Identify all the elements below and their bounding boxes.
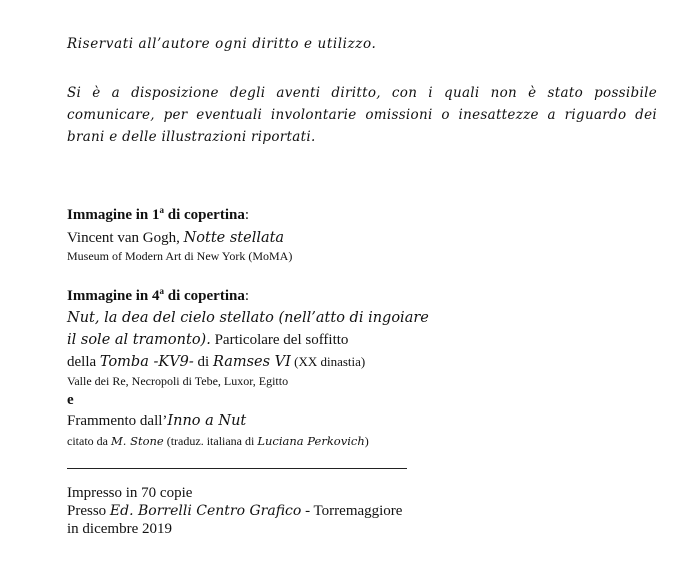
front-cover-heading-suffix: di copertina (164, 207, 245, 223)
back-cover-heading-suffix: di copertina (164, 288, 245, 304)
citation-a: citato da (67, 434, 111, 448)
citation-c: (traduz. italiana di (163, 434, 258, 448)
front-cover-heading (67, 205, 292, 224)
back-cover-hymn: Inno a Nut (167, 413, 247, 429)
colophon-copies: Impresso in 70 copie (67, 485, 193, 501)
back-cover-line2-rest: Particolare del soffitto (210, 332, 349, 348)
front-cover-heading-colon: : (244, 207, 250, 223)
back-cover-dynasty: (XX dinastia) (290, 354, 366, 369)
front-cover-heading-sup: a (159, 205, 165, 215)
back-cover-line3 (67, 351, 429, 373)
front-cover-artist: Vincent van Gogh, (67, 230, 184, 246)
citation-e: ) (364, 434, 369, 448)
front-cover-museum: Museum of Modern Art di New York (MoMA) (67, 249, 293, 263)
back-cover-line2-italic: il sole al tramonto). (67, 332, 211, 348)
back-cover-line1: Nut, la dea del cielo stellato (nell’atto di ingoiare (67, 310, 429, 326)
back-cover-pharaoh: Ramses VI (212, 354, 291, 370)
colophon (67, 484, 402, 538)
back-cover-heading-sup: a (159, 286, 165, 296)
front-cover-title: Notte stellata (183, 230, 285, 246)
back-cover-heading-text: Immagine in 4 (67, 288, 160, 304)
citation-author: M. Stone (110, 434, 164, 448)
back-cover-line3-c: di (193, 354, 213, 370)
back-cover-tomb: Tomba -KV9- (99, 354, 194, 370)
colophon-printer-post: - Torremaggiore (301, 503, 403, 519)
divider-line (67, 468, 407, 469)
back-cover-section (67, 286, 429, 450)
rights-reserved-text: Riservati all’autore ogni diritto e utilizzo. (67, 36, 377, 52)
back-cover-citation (67, 432, 429, 450)
back-cover-location: Valle dei Re, Necropoli di Tebe, Luxor, Egitto (67, 374, 289, 388)
back-cover-line2 (67, 329, 429, 351)
colophon-date: in dicembre 2019 (67, 521, 172, 537)
back-cover-line3-a: della (67, 354, 100, 370)
back-cover-fragment-pre: Frammento dall’ (67, 413, 168, 429)
back-cover-heading-colon: : (244, 288, 250, 304)
copyright-notice: Si è a disposizione degli aventi diritto, con i quali non è stato possibile comunicare, per eventuali involontarie omissioni o inesattezze a riguardo dei brani e delle illustrazioni riportati. (67, 85, 657, 145)
citation-translator: Luciana Perkovich (257, 434, 365, 448)
front-cover-section (67, 205, 292, 264)
colophon-printer-pre: Presso (67, 503, 110, 519)
back-cover-heading (67, 286, 429, 305)
back-cover-conjunction: e (67, 392, 74, 408)
colophon-printer (67, 502, 402, 520)
colophon-printer-name: Ed. Borrelli Centro Grafico (109, 503, 302, 519)
back-cover-fragment (67, 410, 429, 432)
front-cover-heading-text: Immagine in 1 (67, 207, 160, 223)
front-cover-artwork (67, 230, 292, 247)
